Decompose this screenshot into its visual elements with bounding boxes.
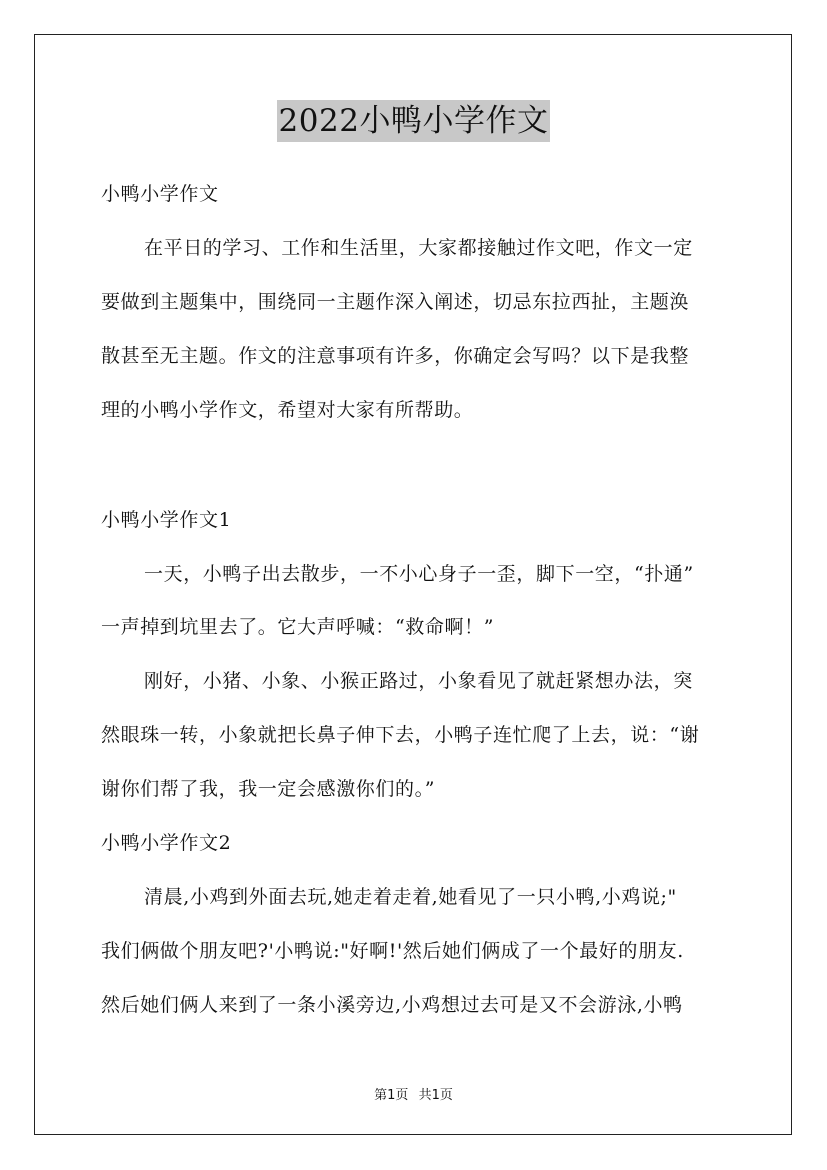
document-title: 2022小鸭小学作文: [277, 100, 551, 142]
section-heading: 小鸭小学作文1: [101, 509, 232, 531]
paragraph-line: 刚好，小猪、小象、小猴正路过，小象看见了就赶紧想办法，突: [144, 670, 693, 692]
page-number: 第1页: [374, 1088, 409, 1103]
paragraph-line: 清晨,小鸡到外面去玩,她走着走着,她看见了一只小鸭,小鸡说;": [144, 886, 677, 908]
paragraph-line: 在平日的学习、工作和生活里，大家都接触过作文吧，作文一定: [144, 237, 693, 259]
paragraph-line: 一声掉到坑里去了。它大声呼喊：“救命啊！”: [101, 616, 495, 638]
paragraph-line: 谢你们帮了我，我一定会感激你们的。”: [101, 778, 436, 800]
paragraph-line: 散甚至无主题。作文的注意事项有许多，你确定会写吗？以下是我整: [101, 345, 690, 367]
paragraph-line: 我们俩做个朋友吧?'小鸭说:"好啊!'然后她们俩成了一个最好的朋友.: [101, 940, 684, 962]
paragraph-line: 然眼珠一转，小象就把长鼻子伸下去，小鸭子连忙爬了上去，说：“谢: [101, 724, 700, 746]
section-heading: 小鸭小学作文2: [101, 832, 232, 854]
paragraph-line: 然后她们俩人来到了一条小溪旁边,小鸡想过去可是又不会游泳,小鸭: [101, 994, 683, 1016]
section-heading: 小鸭小学作文: [101, 183, 219, 205]
page-footer: [0, 1084, 827, 1103]
paragraph-line: 一天，小鸭子出去散步，一不小心身子一歪，脚下一空，“扑通”: [144, 563, 694, 585]
page-total: 共1页: [418, 1088, 453, 1103]
paragraph-line: 要做到主题集中，围绕同一主题作深入阐述，切忌东拉西扯，主题涣: [101, 291, 690, 313]
paragraph-line: 理的小鸭小学作文，希望对大家有所帮助。: [101, 399, 474, 421]
title-wrap: [0, 100, 827, 142]
